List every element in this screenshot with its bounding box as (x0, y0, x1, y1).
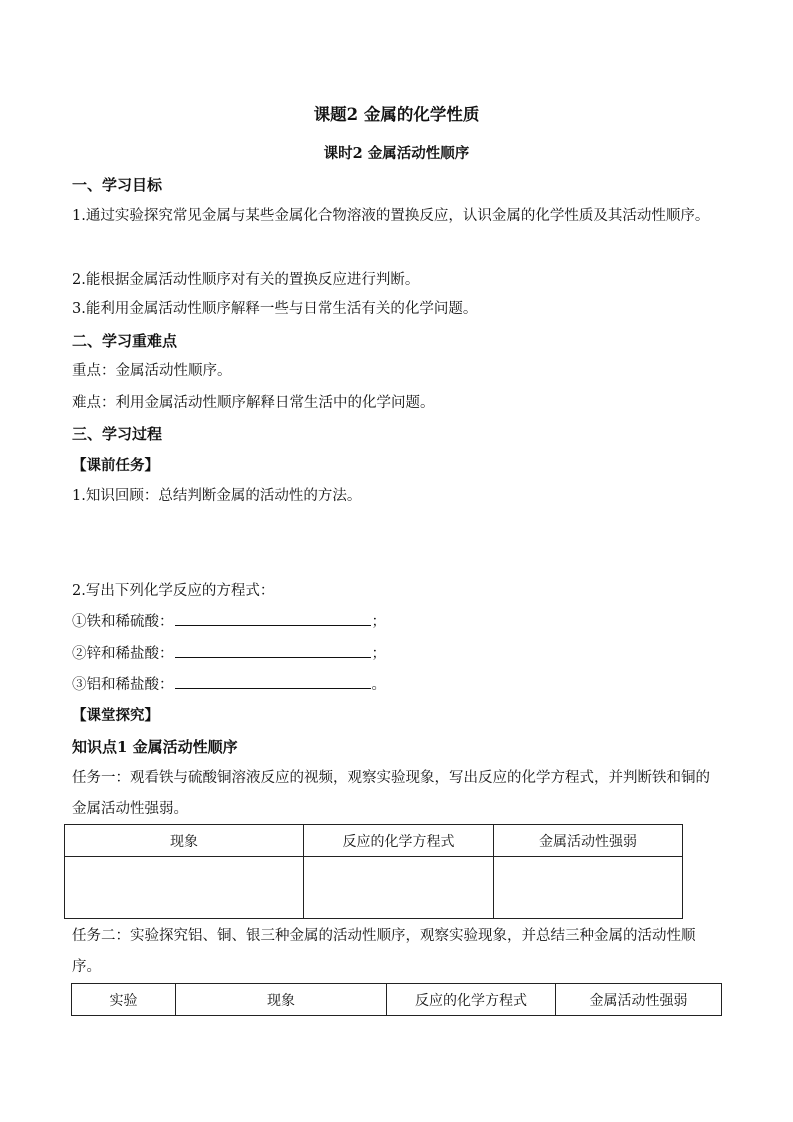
key-point: 重点：金属活动性顺序。 (72, 363, 232, 379)
table-header-row (65, 825, 683, 857)
class-explore-heading: 【课堂探究】 (72, 707, 159, 724)
table-header-cell: 反应的化学方程式 (304, 825, 494, 857)
task-1-text: 任务一：观看铁与硫酸铜溶液反应的视频，观察实验现象，写出反应的化学方程式，并判断铁和铜的金属活动性强弱。 (72, 770, 710, 817)
table-header-cell: 实验 (72, 984, 176, 1016)
equation-end-3: 。 (371, 677, 386, 693)
equation-label-2: ②锌和稀盐酸： (72, 646, 174, 662)
equation-label-3: ③铝和稀盐酸： (72, 677, 174, 693)
table-header-row (72, 984, 722, 1016)
section-heading-process: 三、学习过程 (72, 425, 163, 443)
answer-blank-2[interactable] (175, 643, 371, 658)
write-equations-prompt: 2.写出下列化学反应的方程式： (72, 583, 275, 599)
table-header-cell: 现象 (65, 825, 304, 857)
equation-row-3 (72, 674, 386, 695)
answer-blank-1[interactable] (175, 611, 371, 626)
equation-end-1: ； (371, 614, 386, 630)
difficult-point: 难点：利用金属活动性顺序解释日常生活中的化学问题。 (72, 395, 435, 411)
equation-row-2 (72, 643, 386, 664)
page-title: 课题2 金属的化学性质 (313, 105, 480, 124)
equation-end-2: ； (371, 646, 386, 662)
table-row (65, 857, 683, 919)
table-header-cell: 现象 (176, 984, 387, 1016)
task-1-table (64, 824, 683, 919)
task-2-table (71, 983, 722, 1016)
equation-row-1 (72, 611, 386, 632)
table-header-cell: 金属活动性强弱 (556, 984, 722, 1016)
section-heading-objectives: 一、学习目标 (72, 176, 163, 194)
section-heading-key-points: 二、学习重难点 (72, 332, 178, 350)
equation-label-1: ①铁和稀硫酸： (72, 614, 174, 630)
table-cell[interactable] (65, 857, 304, 919)
review-question: 1.知识回顾：总结判断金属的活动性的方法。 (72, 488, 362, 504)
table-cell[interactable] (494, 857, 683, 919)
objective-item-2: 2.能根据金属活动性顺序对有关的置换反应进行判断。 (72, 272, 420, 288)
task-2-text: 任务二：实验探究铝、铜、银三种金属的活动性顺序，观察实验现象，并总结三种金属的活动性顺序。 (72, 928, 696, 975)
table-header-cell: 金属活动性强弱 (494, 825, 683, 857)
pre-class-task-heading: 【课前任务】 (72, 457, 159, 474)
answer-blank-3[interactable] (175, 674, 371, 689)
knowledge-point-1-heading: 知识点1 金属活动性顺序 (72, 738, 238, 756)
objective-item-3: 3.能利用金属活动性顺序解释一些与日常生活有关的化学问题。 (72, 301, 478, 317)
table-header-cell: 反应的化学方程式 (387, 984, 556, 1016)
objective-item-1: 1.通过实验探究常见金属与某些金属化合物溶液的置换反应，认识金属的化学性质及其活动性顺序。 (72, 208, 710, 224)
page-subtitle: 课时2 金属活动性顺序 (323, 145, 470, 162)
table-cell[interactable] (304, 857, 494, 919)
